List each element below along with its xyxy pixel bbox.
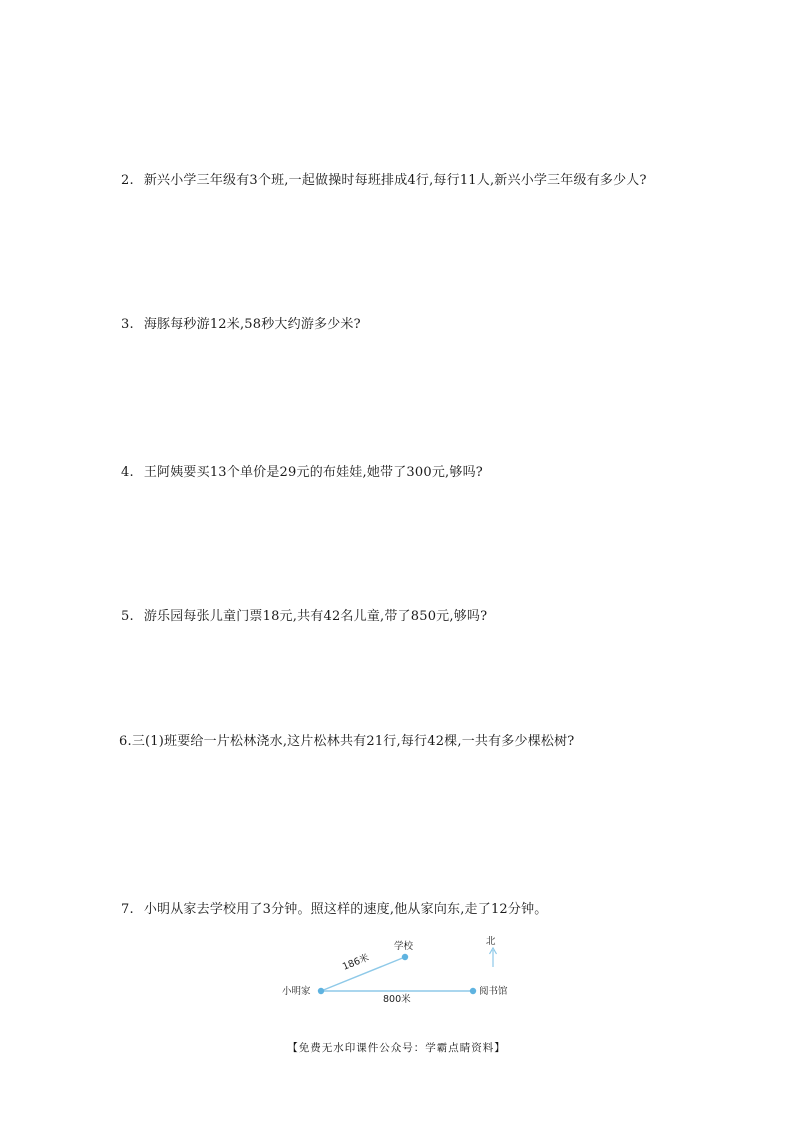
question-2 xyxy=(121,172,647,190)
home-label: 小明家 xyxy=(282,986,311,997)
question-text: 海豚每秒游12米,58秒大约游多少米? xyxy=(143,317,361,332)
question-text: 王阿姨要买13个单价是29元的布娃娃,她带了300元,够吗? xyxy=(143,465,483,480)
question-text: 新兴小学三年级有3个班,一起做操时每班排成4行,每行11人,新兴小学三年级有多少人? xyxy=(143,173,647,188)
home-dot xyxy=(318,988,324,994)
question-number: 6. xyxy=(119,734,132,749)
question-4 xyxy=(121,464,483,482)
question-text: 游乐园每张儿童门票18元,共有42名儿童,带了850元,够吗? xyxy=(143,609,488,624)
library-label: 阅书馆 xyxy=(479,986,508,997)
distance-school-label: 186米 xyxy=(341,952,371,973)
question-text: 三(1)班要给一片松林浇水,这片松林共有21行,每行42棵,一共有多少棵松树? xyxy=(131,734,575,749)
school-dot xyxy=(402,954,408,960)
question-text: 小明从家去学校用了3分钟。照这样的速度,他从家向东,走了12分钟。 xyxy=(143,902,548,917)
question-number: 4. xyxy=(121,465,134,480)
question-6 xyxy=(119,733,574,751)
question-5 xyxy=(121,608,487,626)
north-label: 北 xyxy=(486,936,496,947)
school-label: 学校 xyxy=(394,941,414,952)
question-3 xyxy=(121,316,361,334)
question-number: 5. xyxy=(121,609,134,624)
library-dot xyxy=(470,988,476,994)
route-diagram xyxy=(270,930,530,1010)
question-number: 3. xyxy=(121,317,134,332)
question-number: 7. xyxy=(121,902,134,917)
distance-library-label: 800米 xyxy=(383,994,411,1005)
question-number: 2. xyxy=(121,173,134,188)
question-7 xyxy=(121,901,548,919)
footer-note: 【免费无水印课件公众号：学霸点睛资料】 xyxy=(287,1042,506,1054)
